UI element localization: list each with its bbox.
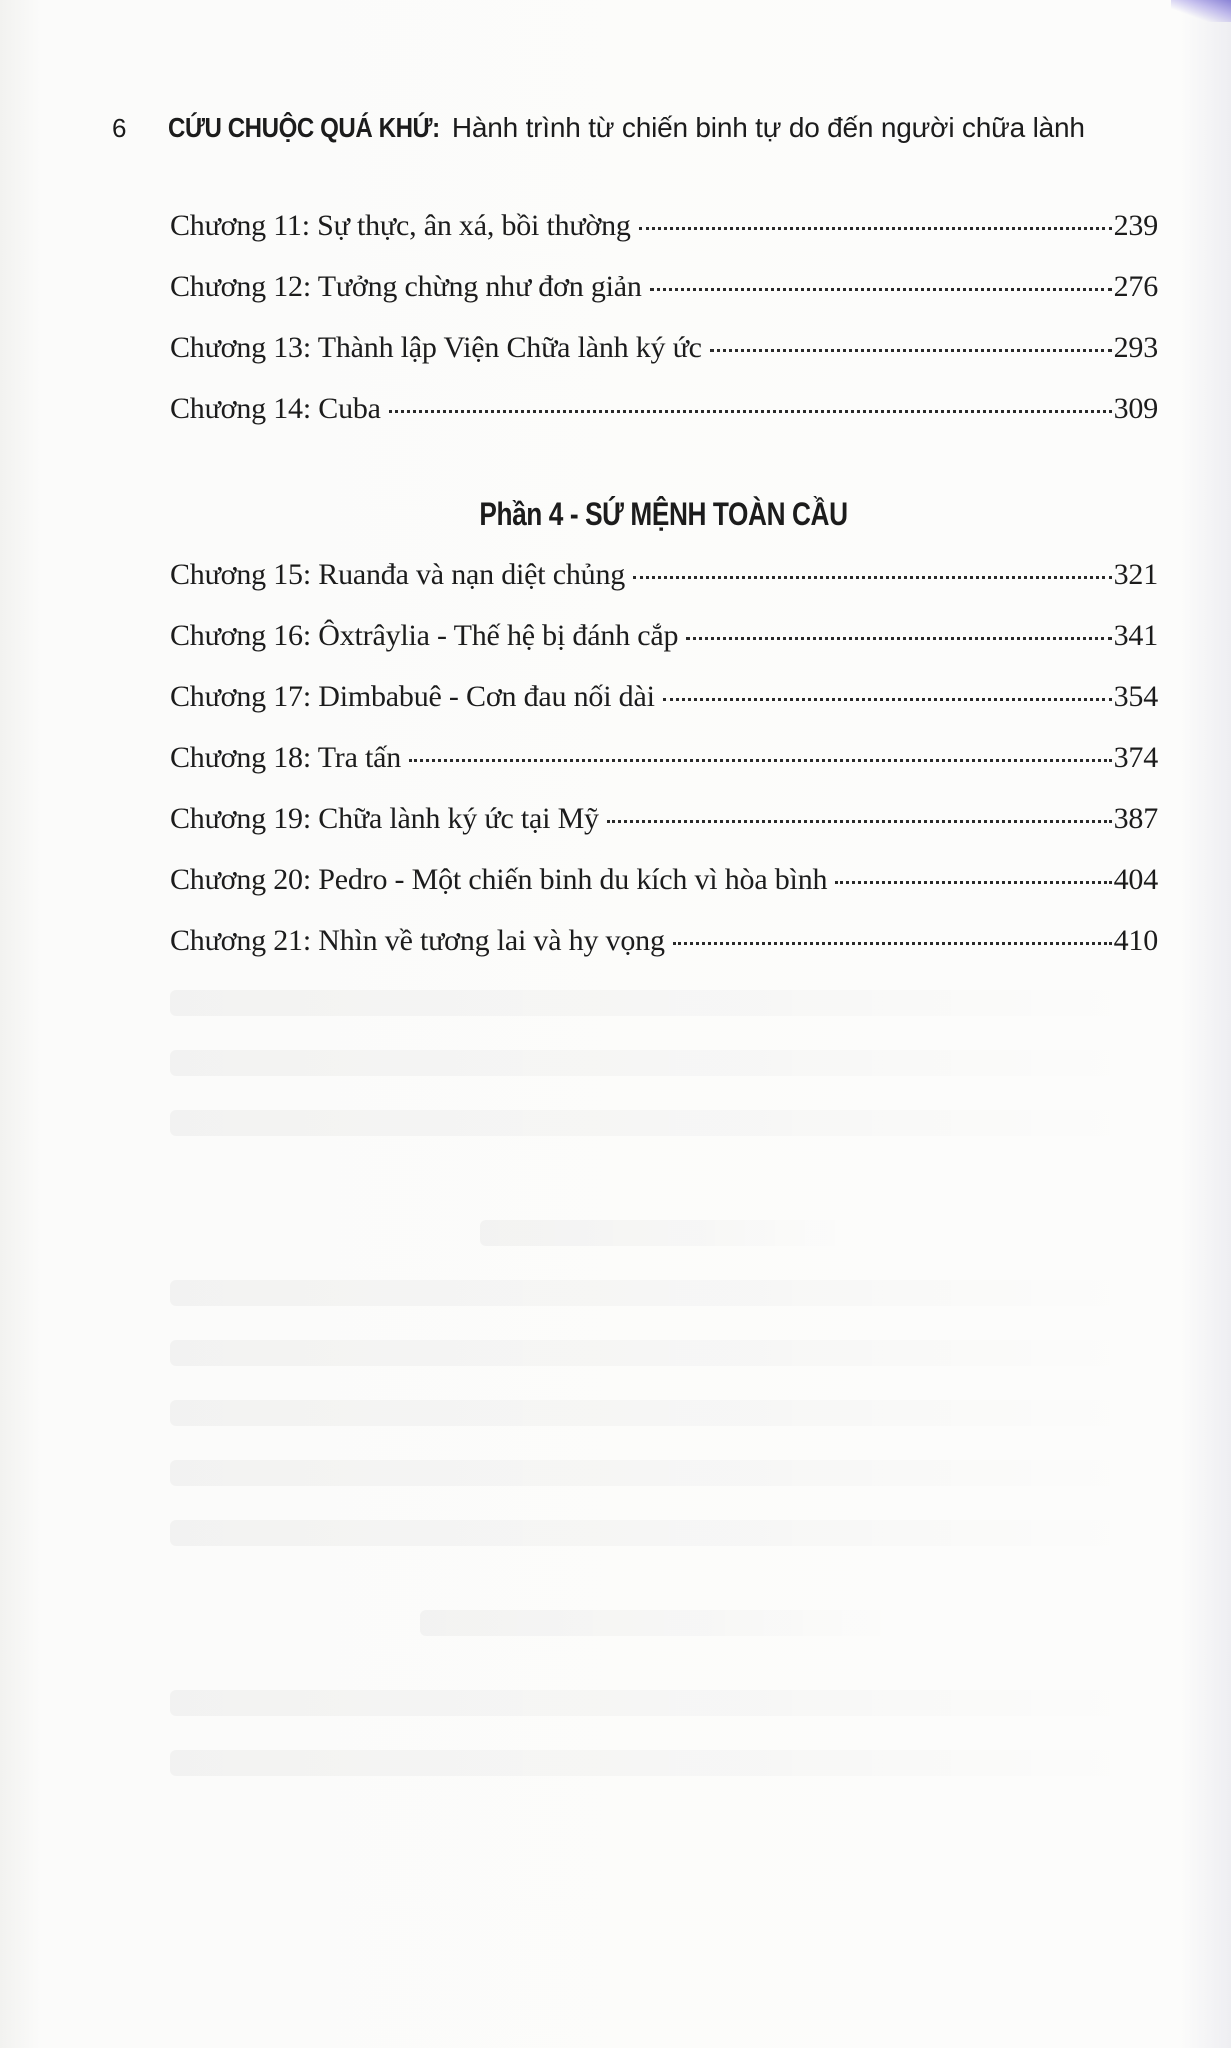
toc-entry	[170, 327, 1158, 388]
toc-entry-title: Chương 13: Thành lập Viện Chữa lành ký ức	[170, 331, 702, 364]
show-through-line	[170, 1340, 1150, 1366]
dot-leader	[835, 859, 1111, 889]
toc-entry-title: Chương 14: Cuba	[170, 392, 381, 425]
toc-entry-title: Chương 15: Ruanđa và nạn diệt chủng	[170, 558, 626, 591]
book-subtitle: Hành trình từ chiến binh tự do đến người chữa lành	[451, 112, 1085, 143]
toc-entry-page: 374	[1113, 741, 1158, 774]
toc-entry	[170, 205, 1158, 266]
toc-entry-page: 239	[1113, 209, 1158, 242]
toc-entry-page: 387	[1113, 802, 1158, 835]
page-number: 6	[112, 113, 127, 143]
running-header	[112, 112, 1085, 160]
toc-list-part-3	[170, 205, 1158, 449]
toc-entry	[170, 676, 1158, 737]
scan-edge-mark	[1171, 0, 1231, 22]
toc-list-part-4	[170, 554, 1158, 981]
show-through-line	[420, 1610, 900, 1636]
show-through-line	[170, 1280, 1150, 1306]
dot-leader	[389, 388, 1112, 418]
toc-entry-title: Chương 18: Tra tấn	[170, 741, 402, 774]
toc-entry	[170, 920, 1158, 981]
toc-entry-page: 404	[1113, 863, 1158, 896]
toc-entry	[170, 615, 1158, 676]
toc-entry-page: 321	[1113, 558, 1158, 591]
toc-entry-title: Chương 16: Ôxtrâylia - Thế hệ bị đánh cắp	[170, 619, 679, 652]
toc-entry-page: 354	[1113, 680, 1158, 713]
toc-entry-page: 309	[1113, 392, 1158, 425]
toc-entry-page: 341	[1113, 619, 1158, 652]
dot-leader	[650, 266, 1112, 296]
toc-entry-title: Chương 17: Dimbabuê - Cơn đau nối dài	[170, 680, 655, 713]
show-through-line	[170, 1110, 1150, 1136]
show-through-line	[170, 1400, 1150, 1426]
dot-leader	[673, 920, 1112, 950]
dot-leader	[710, 327, 1112, 357]
dot-leader	[633, 554, 1112, 584]
show-through-line	[170, 990, 1150, 1016]
dot-leader	[639, 205, 1112, 235]
show-through-line	[170, 1460, 1150, 1486]
show-through-line	[170, 1750, 1150, 1776]
show-through-line	[170, 1690, 1150, 1716]
toc-entry	[170, 798, 1158, 859]
toc-entry	[170, 554, 1158, 615]
toc-entry-page: 276	[1113, 270, 1158, 303]
toc-entry-title: Chương 12: Tưởng chừng như đơn giản	[170, 270, 642, 303]
toc-entry-title: Chương 20: Pedro - Một chiến binh du kích vì hòa bình	[170, 863, 828, 896]
show-through-line	[170, 1050, 1150, 1076]
toc-entry	[170, 388, 1158, 449]
dot-leader	[607, 798, 1112, 828]
part-heading-text: Phần 4 - SỨ MỆNH TOÀN CẦU	[479, 496, 849, 532]
show-through-line	[170, 1520, 1150, 1546]
toc-entry-page: 293	[1113, 331, 1158, 364]
toc-entry-title: Chương 19: Chữa lành ký ức tại Mỹ	[170, 802, 599, 835]
part-heading	[170, 496, 1158, 533]
toc-entry	[170, 266, 1158, 327]
toc-entry-title: Chương 21: Nhìn về tương lai và hy vọng	[170, 924, 665, 957]
toc-entry-page: 410	[1113, 924, 1158, 957]
dot-leader	[686, 615, 1111, 645]
dot-leader	[409, 737, 1112, 767]
toc-entry-title: Chương 11: Sự thực, ân xá, bồi thường	[170, 209, 631, 242]
dot-leader	[663, 676, 1112, 706]
toc-entry	[170, 737, 1158, 798]
toc-entry	[170, 859, 1158, 920]
book-title: CỨU CHUỘC QUÁ KHỨ:	[168, 112, 440, 143]
show-through-line	[480, 1220, 850, 1246]
